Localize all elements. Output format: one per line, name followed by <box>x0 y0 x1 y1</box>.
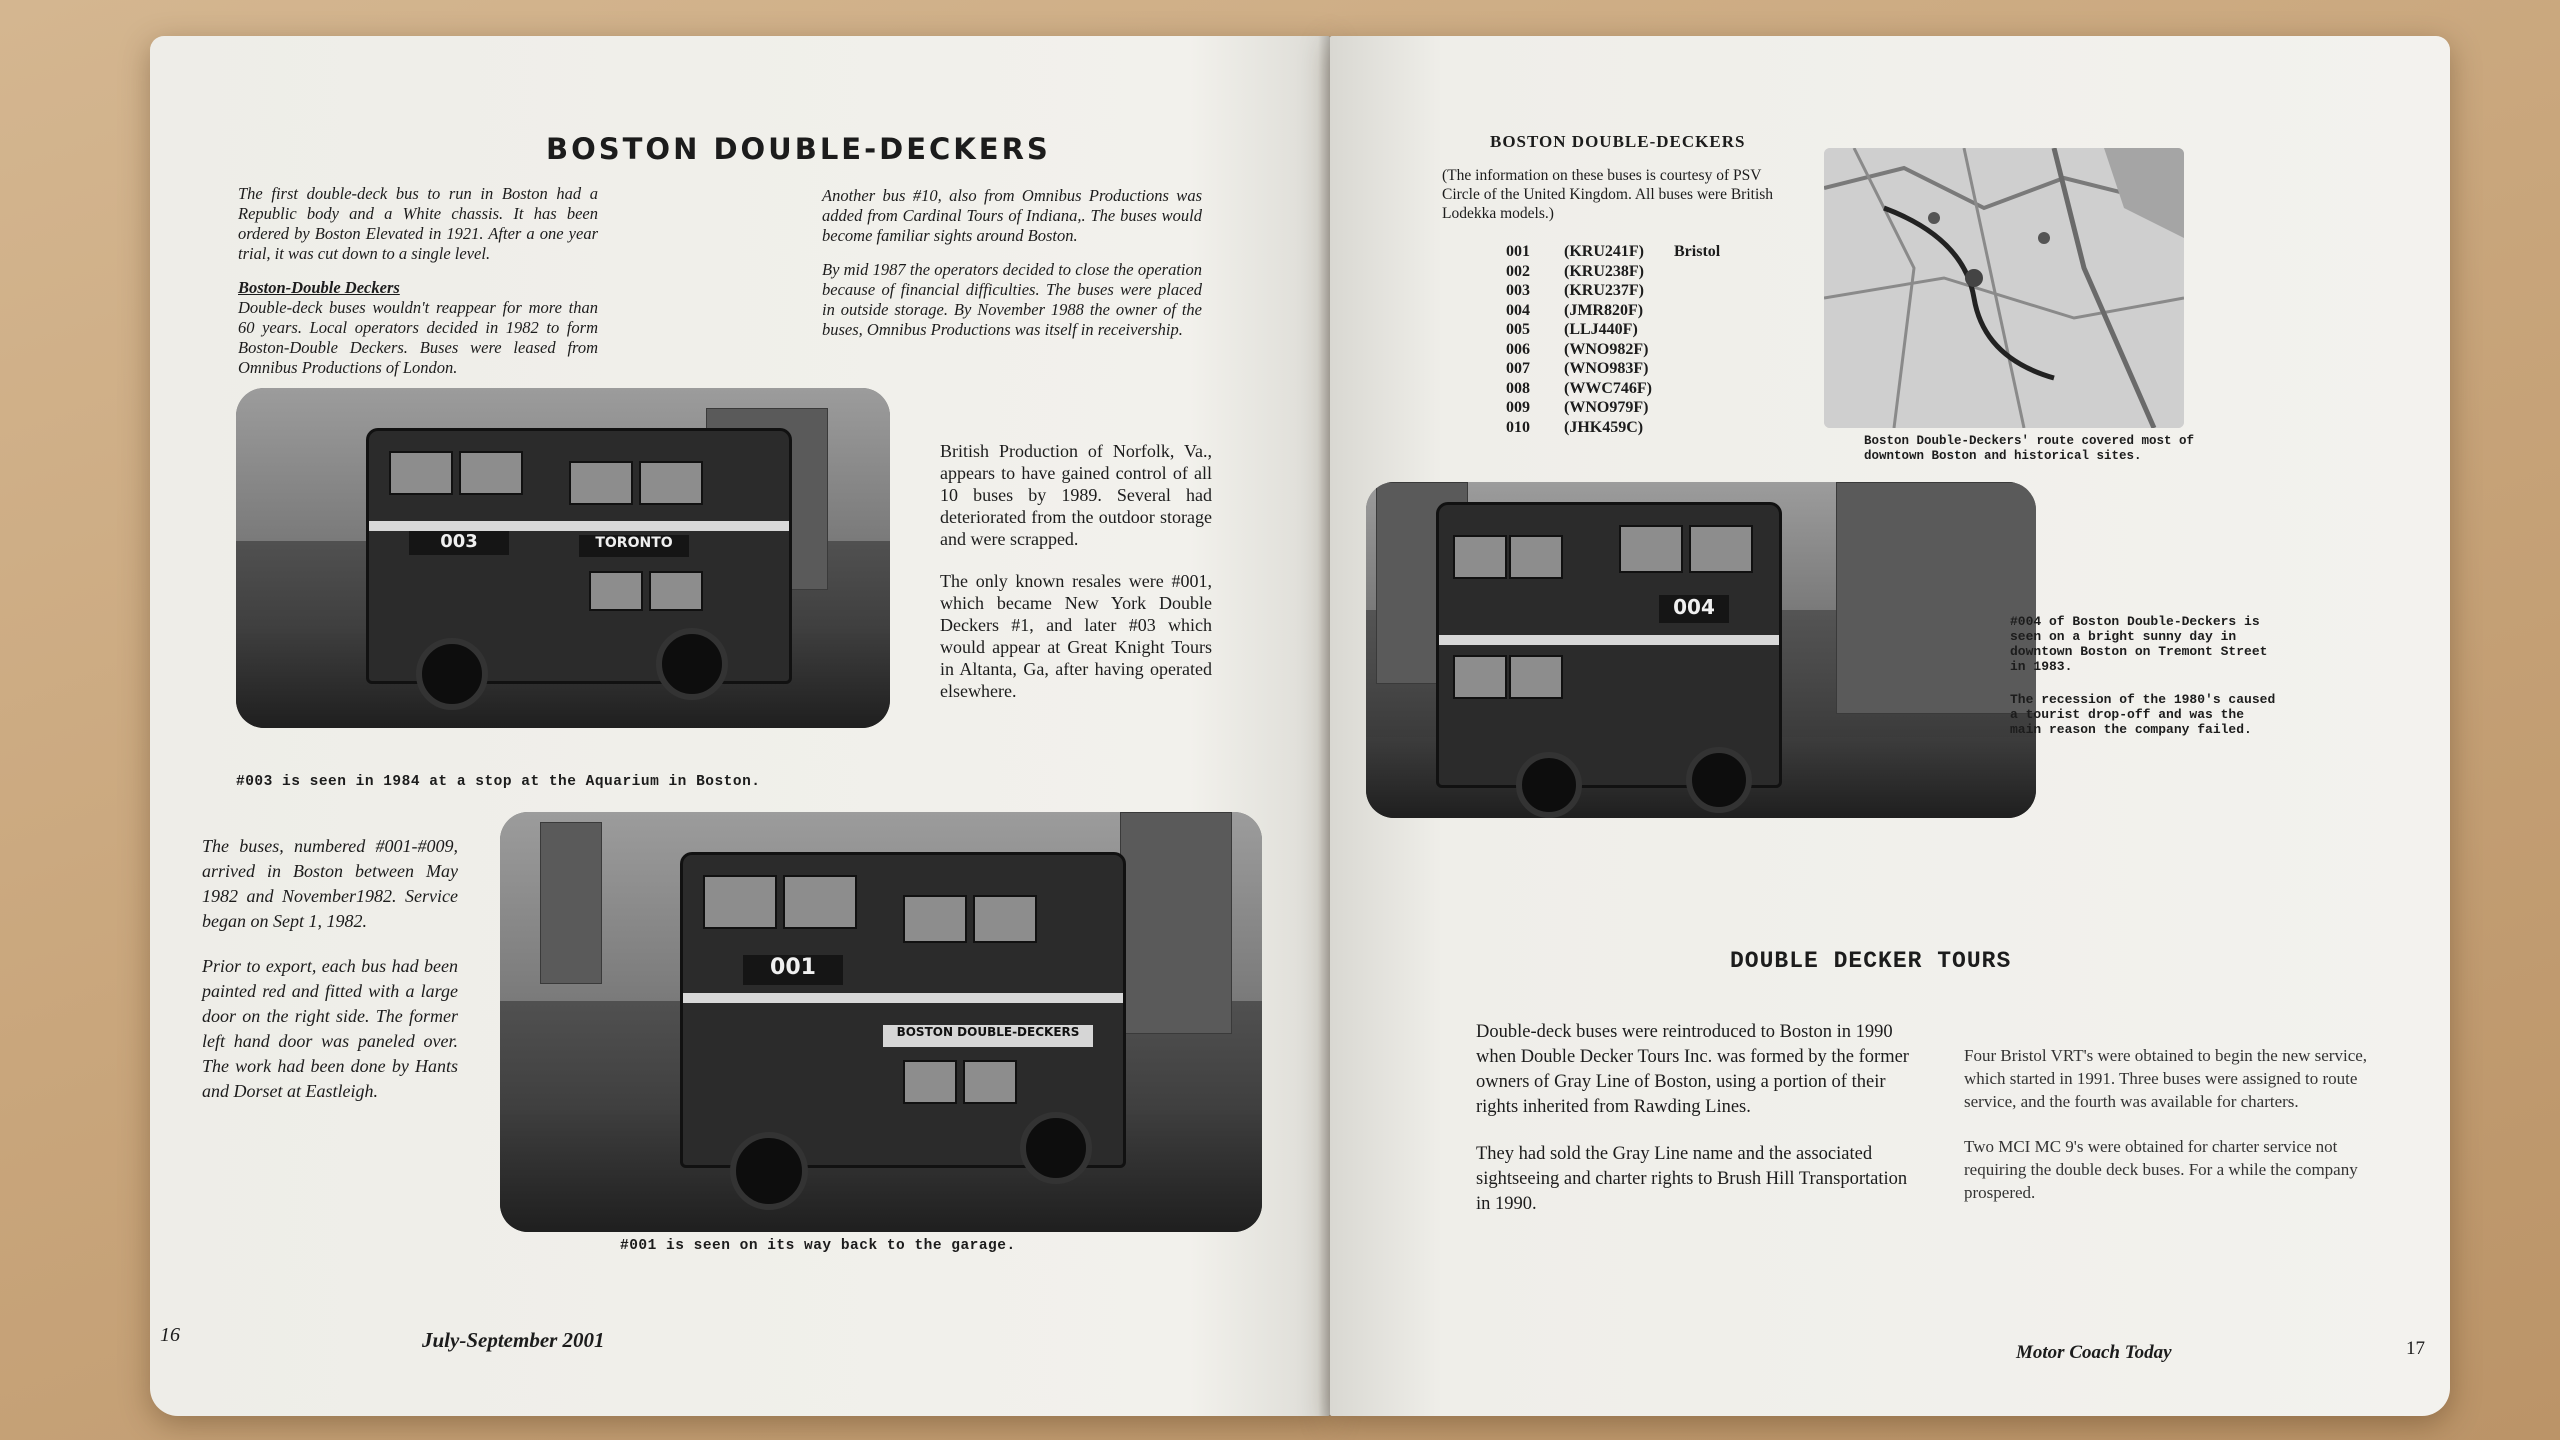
photo-caption-003: #003 is seen in 1984 at a stop at the Aquarium in Boston. <box>236 774 761 790</box>
photo-building <box>1120 812 1232 1034</box>
bus-list-number: 007 <box>1506 360 1530 377</box>
right-intro: (The information on these buses is courtesy of PSV Circle of the United Kingdom. All buses were British Lodekka models.) <box>1442 167 1774 222</box>
intro-column-1 <box>238 184 598 392</box>
bus-list-registration: (LLJ440F) <box>1564 321 1638 338</box>
issue-date: July-September 2001 <box>422 1328 605 1352</box>
bus-list-row <box>1506 398 1720 418</box>
bus-window <box>903 1060 957 1104</box>
bus-window <box>589 571 643 611</box>
bus-window <box>639 461 703 505</box>
photo-caption-004-line-1: #004 of Boston Double-Deckers is seen on a bright sunny day in downtown Boston on Tremont Street in 1983. <box>2010 614 2268 674</box>
bus-list-number: 005 <box>1506 321 1530 338</box>
photo-bus-003 <box>236 388 890 728</box>
bus-wheel <box>730 1132 808 1210</box>
page-number-right: 17 <box>2406 1338 2425 1359</box>
intro-col2-paragraph-2: By mid 1987 the operators decided to close the operation because of financial difficulties. The buses were placed in outside storage. By November 1988 the owner of the buses, Omnibus Productions was itself in receivership. <box>822 260 1202 339</box>
bus-window <box>703 875 777 929</box>
intro-column-2 <box>822 186 1202 354</box>
lower-paragraph-2: Prior to export, each bus had been painted red and fitted with a large door on the right side. The former left hand door was paneled over. The work had been done by Hants and Dorset at Eastleigh. <box>202 956 458 1101</box>
bus-window <box>459 451 523 495</box>
photo-building <box>1836 482 2036 714</box>
bus-window <box>569 461 633 505</box>
bus-stripe <box>683 993 1123 1003</box>
photo-bus-004 <box>1366 482 2036 818</box>
bus-list-number: 002 <box>1506 262 1530 280</box>
bus-list-registration: (JHK459C) <box>1564 418 1644 436</box>
bus-destination-number: 004 <box>1659 595 1729 623</box>
double-decker-bus-004 <box>1436 502 1782 788</box>
subheading-boston-double-deckers: Boston-Double Deckers <box>238 278 400 297</box>
bus-list-number: 008 <box>1506 379 1530 397</box>
map-caption: Boston Double-Deckers' route covered most of downtown Boston and historical sites. <box>1864 434 2195 463</box>
bus-list-number: 010 <box>1506 418 1530 436</box>
photo-caption-004 <box>2010 614 2280 737</box>
bus-window <box>1509 535 1563 579</box>
bus-list <box>1506 242 1720 437</box>
bus-stripe <box>369 521 789 531</box>
bus-window <box>973 895 1037 943</box>
bus-list-row <box>1506 418 1720 438</box>
photo-bus-001 <box>500 812 1262 1232</box>
tours-heading: DOUBLE DECKER TOURS <box>1730 948 2012 974</box>
bus-list-number: 001 <box>1506 243 1530 260</box>
bus-list-row <box>1506 262 1720 282</box>
tours-column-2 <box>1964 1044 2384 1226</box>
bus-wheel <box>416 638 488 710</box>
tours-col1-paragraph-2: They had sold the Gray Line name and the associated sightseeing and charter rights to Brush Hill Transportation in 1990. <box>1476 1144 1908 1214</box>
route-map-drawing <box>1824 148 2184 428</box>
bus-list-row <box>1506 281 1720 301</box>
photo-caption-004-line-2: The recession of the 1980's caused a tourist drop-off and was the main reason the company failed. <box>2010 692 2276 737</box>
bus-stripe <box>1439 635 1779 645</box>
bus-window <box>1453 655 1507 699</box>
bus-destination-number: 003 <box>409 531 509 555</box>
bus-window <box>963 1060 1017 1104</box>
bus-list-row <box>1506 340 1720 360</box>
publication-name: Motor Coach Today <box>2016 1342 2172 1363</box>
route-map <box>1824 148 2184 428</box>
bus-list-registration: (WNO983F) <box>1564 360 1649 377</box>
photo-building <box>540 822 602 984</box>
left-page <box>150 36 1330 1416</box>
lower-text <box>202 834 458 1124</box>
bus-wheel <box>1686 747 1752 813</box>
intro-col2-paragraph-1: Another bus #10, also from Omnibus Productions was added from Cardinal Tours of Indiana,. The buses would become familiar sights around Boston. <box>822 186 1202 245</box>
bus-window <box>1619 525 1683 573</box>
bus-window <box>1453 535 1507 579</box>
bus-wheel <box>656 628 728 700</box>
side-paragraph-2: The only known resales were #001, which became New York Double Deckers #1, and later #03 which would appear at Great Knight Tours in Altanta, Ga, after having operated elsewhere. <box>940 571 1212 701</box>
side-paragraph-1: British Production of Norfolk, Va., appears to have gained control of all 10 buses by 1989. Several had deteriorated from the outdoor storage and were scrapped. <box>940 441 1212 549</box>
bus-destination-number: 001 <box>743 955 843 985</box>
intro-col1-paragraph-2: Double-deck buses wouldn't reappear for more than 60 years. Local operators decided in 1982 to form Boston-Double Deckers. Buses were leased from Omnibus Productions of London. <box>238 298 598 377</box>
bus-list-registration: (KRU238F) <box>1564 262 1644 280</box>
page-title-right: BOSTON DOUBLE-DECKERS <box>1490 132 1746 151</box>
right-page <box>1330 36 2450 1416</box>
bus-list-registration: (WNO979F) <box>1564 399 1649 416</box>
intro-col1-paragraph-1: The first double-deck bus to run in Boston had a Republic body and a White chassis. It has been ordered by Boston Elevated in 1921. After a one year trial, it was cut down to a single level. <box>238 184 598 263</box>
bus-window <box>649 571 703 611</box>
bus-list-note: Bristol <box>1674 243 1721 260</box>
bus-window <box>1509 655 1563 699</box>
bus-window <box>783 875 857 929</box>
bus-list-row <box>1506 301 1720 321</box>
bus-side-banner: BOSTON DOUBLE-DECKERS <box>883 1025 1093 1047</box>
bus-list-registration: (WWC746F) <box>1564 379 1652 397</box>
bus-wheel <box>1516 752 1582 818</box>
bus-window <box>1689 525 1753 573</box>
tours-col2-paragraph-1: Four Bristol VRT's were obtained to begin the new service, which started in 1991. Three buses were assigned to route service, and the fourth was available for charters. <box>1964 1046 2368 1111</box>
bus-list-row <box>1506 320 1720 340</box>
bus-list-row <box>1506 359 1720 379</box>
bus-list-number: 003 <box>1506 282 1530 299</box>
bus-side-sign: TORONTO <box>579 535 689 557</box>
tours-column-1 <box>1476 1020 1916 1239</box>
bus-list-number: 006 <box>1506 340 1530 358</box>
bus-window <box>389 451 453 495</box>
bus-list-registration: (WNO982F) <box>1564 340 1649 358</box>
bus-list-registration: (KRU237F) <box>1564 282 1644 299</box>
photo-caption-001: #001 is seen on its way back to the garage. <box>620 1238 1016 1254</box>
page-number-left: 16 <box>160 1324 180 1346</box>
lower-paragraph-1: The buses, numbered #001-#009, arrived in Boston between May 1982 and November1982. Service began on Sept 1, 1982. <box>202 836 458 931</box>
page-title-left: BOSTON DOUBLE-DECKERS <box>546 132 1051 166</box>
bus-window <box>903 895 967 943</box>
bus-list-number: 004 <box>1506 301 1530 319</box>
tours-col2-paragraph-2: Two MCI MC 9's were obtained for charter service not requiring the double deck buses. For a while the company prospered. <box>1964 1137 2358 1202</box>
bus-list-registration: (KRU241F) <box>1564 243 1644 260</box>
bus-list-number: 009 <box>1506 399 1530 416</box>
bus-wheel <box>1020 1112 1092 1184</box>
bus-list-row <box>1506 379 1720 399</box>
side-text <box>940 440 1212 722</box>
bus-list-registration: (JMR820F) <box>1564 301 1644 319</box>
tours-col1-paragraph-1: Double-deck buses were reintroduced to Boston in 1990 when Double Decker Tours Inc. was formed by the former owners of Gray Line of Boston, using a portion of their rights inherited from Rawding Lines. <box>1476 1022 1909 1117</box>
bus-list-row <box>1506 242 1720 262</box>
